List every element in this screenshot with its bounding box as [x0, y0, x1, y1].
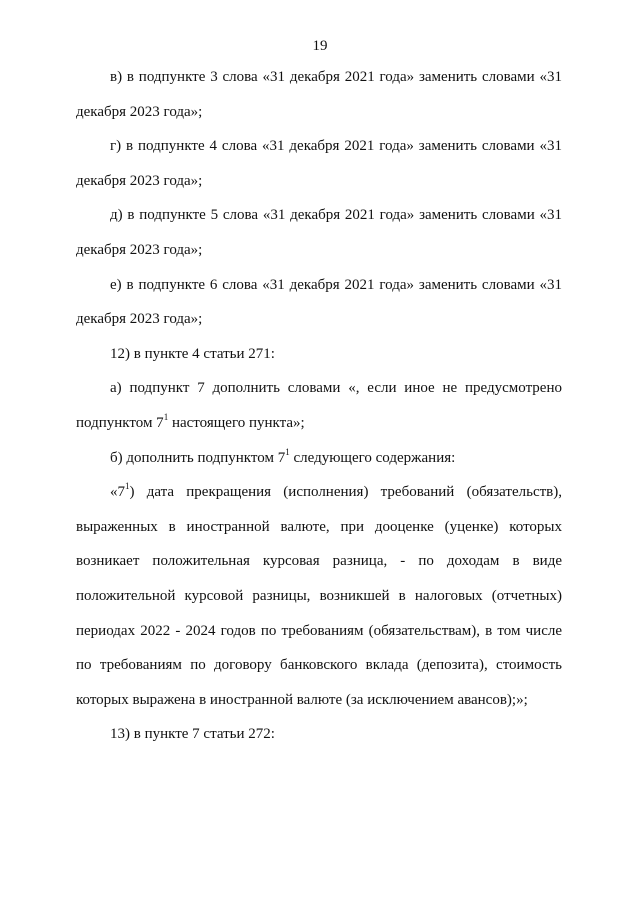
superscript: 1	[285, 446, 290, 457]
paragraph-a	[76, 371, 562, 440]
superscript: 1	[125, 481, 130, 492]
paragraph-12: 12) в пункте 4 статьи 271:	[110, 345, 275, 362]
quoted-subparagraph	[76, 475, 562, 717]
paragraph-a-text-start: а) подпункт 7 дополнить словами «, если иное не предусмотрено подпунктом 7	[76, 380, 562, 431]
paragraph-b	[76, 441, 562, 476]
page-number: 19	[312, 38, 328, 54]
paragraph-b-text-end: следующего содержания:	[289, 449, 456, 466]
quote-text-body: ) дата прекращения (исполнения) требований (обязательств), выраженных в иностранной валюте, при дооценке (уценке) которых возникает положительная курсовая разница, - по доходам в виде положительной курсовой разницы, возникшей в налоговых (отчетных) периодах 2022 - 2024 годов по требованиям (обязательствам), в том числе по требованиям по договору банковского вклада (депозита), стоимость которых выражена в иностранной валюте (за исключением авансов);»;	[76, 484, 562, 708]
paragraph-d: д) в подпункте 5 слова «31 декабря 2021 года» заменить словами «31 декабря 2023 года»;	[76, 207, 562, 258]
superscript: 1	[163, 411, 169, 422]
paragraph-v: в) в подпункте 3 слова «31 декабря 2021 года» заменить словами «31 декабря 2023 года»;	[76, 69, 562, 120]
paragraph-b-text-start: б) дополнить подпунктом 7	[110, 449, 286, 466]
quote-text-start: «7	[110, 484, 125, 501]
paragraph-a-text-end: настоящего пункта»;	[168, 414, 305, 431]
paragraph-g: г) в подпункте 4 слова «31 декабря 2021 года» заменить словами «31 декабря 2023 года»;	[76, 138, 562, 189]
paragraph-13: 13) в пункте 7 статьи 272:	[110, 726, 275, 743]
paragraph-e: е) в подпункте 6 слова «31 декабря 2021 года» заменить словами «31 декабря 2023 года»;	[76, 276, 562, 328]
document-body	[76, 60, 562, 752]
